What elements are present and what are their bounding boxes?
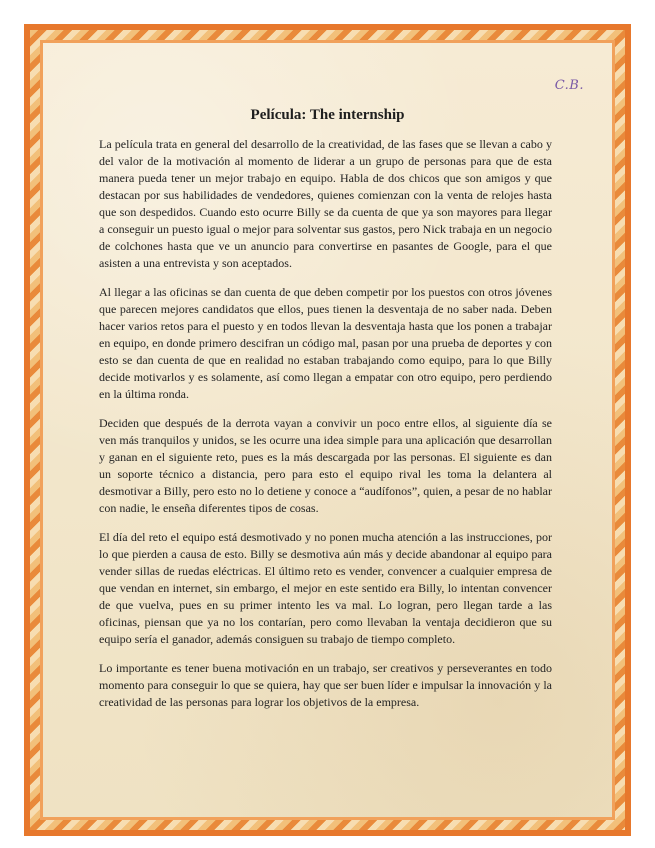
paragraph-2: Al llegar a las oficinas se dan cuenta de que deben competir por los puestos con otros jóvenes que parecen mejores candidatos que ellos, pues tienen la desventaja de no saber nada. Deben hacer varios retos para el puesto y en todos llevan la desventaja hasta que los ponen a trabajar en equipo, en donde primero descifran un código mal, pasan por una prueba de deportes y con esto se dan cuenta de que en realidad no estaban trabajando como equipo, para lo que Billy decide motivarlos y es solamente, así como llegan a empatar con otro equipo, pero perdiendo en la última ronda. — [99, 285, 552, 401]
paragraph-5: Lo importante es tener buena motivación en un trabajo, ser creativos y perseverantes en todo momento para conseguir lo que se quiera, hay que ser buen líder e impulsar la innovación y la creatividad de las personas para lograr los objetivos de la empresa. — [99, 661, 552, 709]
paragraph-4: El día del reto el equipo está desmotivado y no ponen mucha atención a las instrucciones, por lo que pierden a causa de esto. Billy se desmotiva aún más y decide abandonar al equipo para vender sillas de ruedas eléctricas. El último reto es vender, convencer a cualquier empresa de que vendan en internet, sin embargo, el mejor en este sentido era Billy, lo intentan convencer de que vuelva, pues en su primer intento les va mal. Lo logran, pero llegan tarde a las oficinas, piensan que ya no los contarían, pero como llevaban la ventaja decidieron que su equipo sería el ganador, además consiguen su trabajo de tiempo completo. — [99, 530, 552, 646]
author-initials: C.B. — [554, 78, 584, 93]
decorative-border-frame — [24, 24, 631, 836]
paragraph-3: Deciden que después de la derrota vayan a convivir un poco entre ellos, al siguiente día se ven más tranquilos y unidos, se les ocurre una idea simple para una aplicación que desarrollan y ganan en el siguiente reto, pues es la más descargada por las personas. El siguiente es dan un soporte técnico a distancia, pero para esto el equipo rival les toma la delantera al desmotivar a Billy, pero esto no lo detiene y conoce a “audífonos”, quien, a pesar de no hablar con nadie, le enseña diferentes tipos de cosas. — [99, 416, 552, 515]
paper-area — [40, 40, 615, 820]
paragraph-1: La película trata en general del desarrollo de la creatividad, de las fases que se llevan a cabo y del valor de la motivación al momento de liderar a un grupo de personas para que de esta manera pueda tener un mejor trabajo en equipo. Habla de dos chicos que son amigos y que destacan por sus habilidades de vendedores, quienes comienzan con la venta de relojes hasta que son despedidos. Cuando esto ocurre Billy se da cuenta de que ya son mayores para llegar a conseguir un puesto igual o mejor para solventar sus gastos, pero Nick trabaja en un negocio de colchones hasta que ve un anuncio para convertirse en pasantes de Google, para el que asisten a una entrevista y son aceptados. — [99, 137, 552, 270]
document-title: Película: The internship — [250, 107, 405, 123]
document-body — [99, 136, 552, 723]
